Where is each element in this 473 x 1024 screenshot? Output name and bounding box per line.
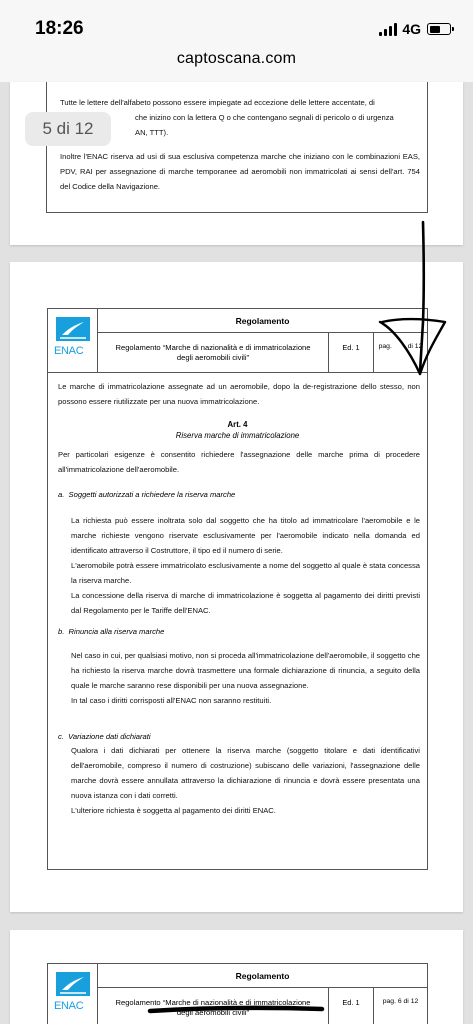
header-edition: Ed. 1 xyxy=(329,333,374,372)
enac-logo xyxy=(48,964,98,1024)
pdf-page-next xyxy=(10,930,463,1024)
paragraph: Qualora i dati dichiarati per ottenere la riserva marche (soggetto titolare e dati identificativi dell'aeromobile, compreso il numero di costruzione) subiscano delle variazioni, l'assegnazione delle marche dovrà essere annullata attraverso la dichiarazione di rinuncia e dovrà essere presentata una nuova istanza con i dati corretti. xyxy=(71,746,420,800)
paragraph: L'aeromobile potrà essere immatricolato esclusivamente a nome del soggetto al quale è stata concessa la riserva marche. xyxy=(71,561,420,585)
header-page-ref: pag. 6 di 12 xyxy=(382,998,419,1005)
status-indicators xyxy=(379,21,451,37)
section-b-body xyxy=(71,648,420,708)
pdf-page-current xyxy=(10,262,463,912)
page-ref-prefix: pag. xyxy=(378,343,392,350)
paragraph: In tal caso i diritti corrisposti all'ENAC non saranno restituiti. xyxy=(71,696,272,705)
document-header xyxy=(47,308,428,373)
article-number: Art. 4 xyxy=(227,420,248,429)
paragraph: Inoltre l'ENAC riserva ad usi di sua esclusiva competenza marche che iniziano con le combinazioni EAS, PDV, RAI per assegnazione di marche temporanee ad aeromobili non immatricolati ai sensi dell'art. 754 del Codice della Navigazione. xyxy=(60,152,420,191)
cellular-signal-icon xyxy=(379,23,397,36)
paragraph: La richiesta può essere inoltrata solo dal soggetto che ha titolo ad immatricolare l'aeromobile e le marche richieste vengono riservate esclusivamente per l'aeromobile indicato nella domanda ed identificato attraverso il Costruttore, il tipo ed il numero di serie. xyxy=(71,516,420,555)
section-a-body xyxy=(71,513,420,618)
header-title: Regolamento xyxy=(98,309,427,333)
status-time: 18:26 xyxy=(35,18,84,39)
section-c-body xyxy=(71,743,420,818)
text-line: Tutte le lettere dell'alfabeto possono essere impiegate ad eccezione delle lettere accentate, di xyxy=(60,98,375,107)
paragraph: La concessione della riserva di marche di immatricolazione è soggetta al pagamento dei diritti previsti dal Regolamento per le Tariffe dell'ENAC. xyxy=(71,591,420,615)
page-indicator-badge: 5 di 12 xyxy=(25,112,111,146)
header-edition: Ed. 1 xyxy=(329,988,374,1024)
page-ref-suffix: di 12 xyxy=(407,343,423,350)
header-description xyxy=(98,333,329,372)
header-description xyxy=(98,988,329,1024)
article-intro: Per particolari esigenze è consentito richiedere l'assegnazione delle marche prima di procedere all'immatricolazione dell'aeromobile. xyxy=(58,450,420,474)
browser-top-bar xyxy=(0,0,473,82)
enac-logo-icon xyxy=(56,317,90,341)
header-page-ref xyxy=(374,333,427,372)
article-title: Riserva marche di immatricolazione xyxy=(175,431,300,440)
enac-logo-icon xyxy=(56,972,90,996)
battery-level xyxy=(430,26,440,33)
header-description-line: degli aeromobili civili” xyxy=(176,353,250,362)
paragraph xyxy=(60,95,420,140)
enac-logo-text: ENAC xyxy=(54,1000,84,1012)
paragraph: L'ulteriore richiesta è soggetta al pagamento dei diritti ENAC. xyxy=(71,806,276,815)
header-title: Regolamento xyxy=(98,964,427,988)
document-header xyxy=(47,963,428,1024)
header-description-line: Regolamento “Marche di nazionalità e di immatricolazione xyxy=(115,343,311,352)
network-type: 4G xyxy=(402,21,421,37)
section-c-label: c. Variazione dati dichiarati xyxy=(58,732,151,741)
header-description-line: degli aeromobili civili” xyxy=(176,1008,250,1017)
section-a-label: a. Soggetti autorizzati a richiedere la riserva marche xyxy=(58,490,236,499)
battery-icon xyxy=(427,23,451,35)
intro-paragraph: Le marche di immatricolazione assegnate ad un aeromobile, dopo la de-registrazione dello stesso, non possono essere riutilizzate per una nuova immatricolazione. xyxy=(58,382,420,406)
text-line: AN, TTT). xyxy=(135,128,169,137)
header-description-line: Regolamento “Marche di nazionalità e di immatricolazione xyxy=(115,998,311,1007)
enac-logo xyxy=(48,309,98,372)
section-b-label: b. Rinuncia alla riserva marche xyxy=(58,627,165,636)
paragraph: Nel caso in cui, per qualsiasi motivo, non si proceda all'immatricolazione dell'aeromobile, il soggetto che ha richiesto la riserva marche dovrà trasmettere una formale dichiarazione di rinuncia, a seguito della quale le marche saranno rese disponibili per una nuova assegnazione. xyxy=(71,651,421,690)
address-bar-url[interactable]: captoscana.com xyxy=(176,50,297,67)
enac-logo-text: ENAC xyxy=(54,345,84,357)
pdf-page-previous xyxy=(10,82,463,245)
text-line: che inizino con la lettera Q o che contengano segnali di pericolo o di urgenza xyxy=(135,113,394,122)
